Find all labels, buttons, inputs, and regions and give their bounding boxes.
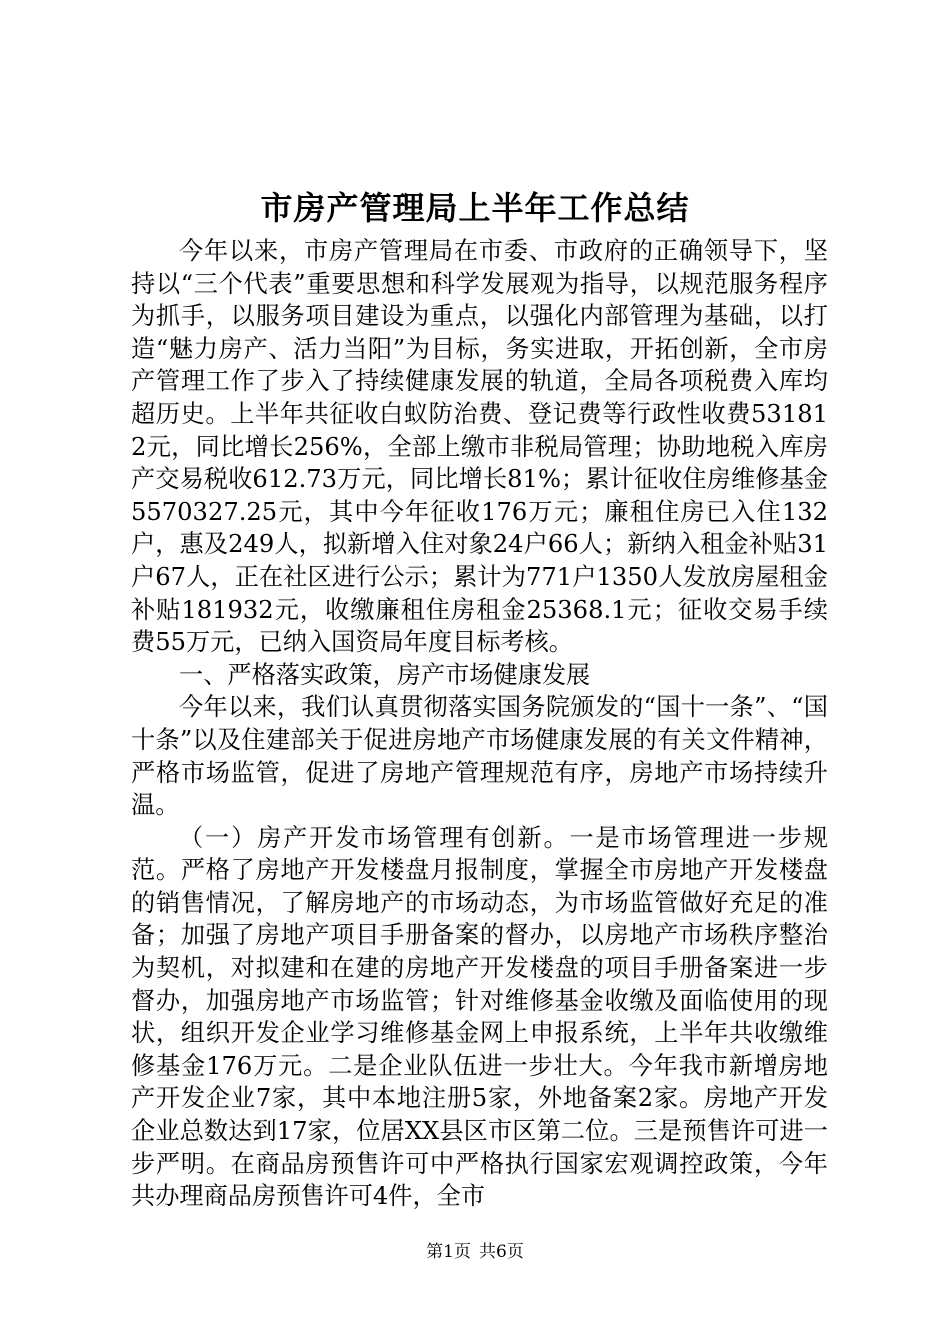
section-paragraph: 今年以来，我们认真贯彻落实国务院颁发的“国十一条”、“国十条”以及住建部关于促进房地产市场健康发展的有关文件精神，严格市场监管，促进了房地产管理规范有序，房地产市场持续升温。 — [131, 693, 828, 820]
page-number: 第1页 — [426, 1242, 471, 1262]
intro-paragraph: 今年以来，市房产管理局在市委、市政府的正确领导下，坚持以“三个代表”重要思想和科学发展观为指导，以规范服务程序为抓手，以服务项目建设为重点，以强化内部管理为基础，以打造“魅力房产、活力当阳”为目标，务实进取，开拓创新，全市房产管理工作了步入了持续健康发展的轨道，全局各项税费入库均超历史。上半年共征收白蚁防治费、登记费等行政性收费531812元，同比增长256%，全部上缴市非税局管理；协助地税入库房产交易税收612.73万元，同比增长81%；累计征收住房维修基金5570327.25元，其中今年征收176万元；廉租住房已入住132户，惠及249人，拟新增入住对象24户66人；新纳入租金补贴31户67人，正在社区进行公示；累计为771户1350人发放房屋租金补贴181932元，收缴廉租住房租金25368.1元；征收交易手续费55万元，已纳入国资局年度目标考核。 — [131, 237, 828, 657]
document-title: 市房产管理局上半年工作总结 — [260, 189, 690, 227]
page-footer — [0, 1240, 950, 1264]
subsection-paragraph: （一）房产开发市场管理有创新。一是市场管理进一步规范。严格了房地产开发楼盘月报制度，掌握全市房地产开发楼盘的销售情况，了解房地产的市场动态，为市场监管做好充足的准备；加强了房地产项目手册备案的督办，以房地产市场秩序整治为契机，对拟建和在建的房地产开发楼盘的项目手册备案进一步督办，加强房地产市场监管；针对维修基金收缴及面临使用的现状，组织开发企业学习维修基金网上申报系统，上半年共收缴维修基金176万元。二是企业队伍进一步壮大。今年我市新增房地产开发企业7家，其中本地注册5家，外地备案2家。房地产开发企业总数达到17家，位居XX县区市区第二位。三是预售许可进一步严明。在商品房预售许可中严格执行国家宏观调控政策，今年共办理商品房预售许可4件，全市 — [131, 823, 828, 1211]
page-total: 共6页 — [479, 1242, 524, 1262]
section-heading: 一、严格落实政策，房产市场健康发展 — [179, 660, 591, 689]
document-body — [131, 235, 828, 1213]
